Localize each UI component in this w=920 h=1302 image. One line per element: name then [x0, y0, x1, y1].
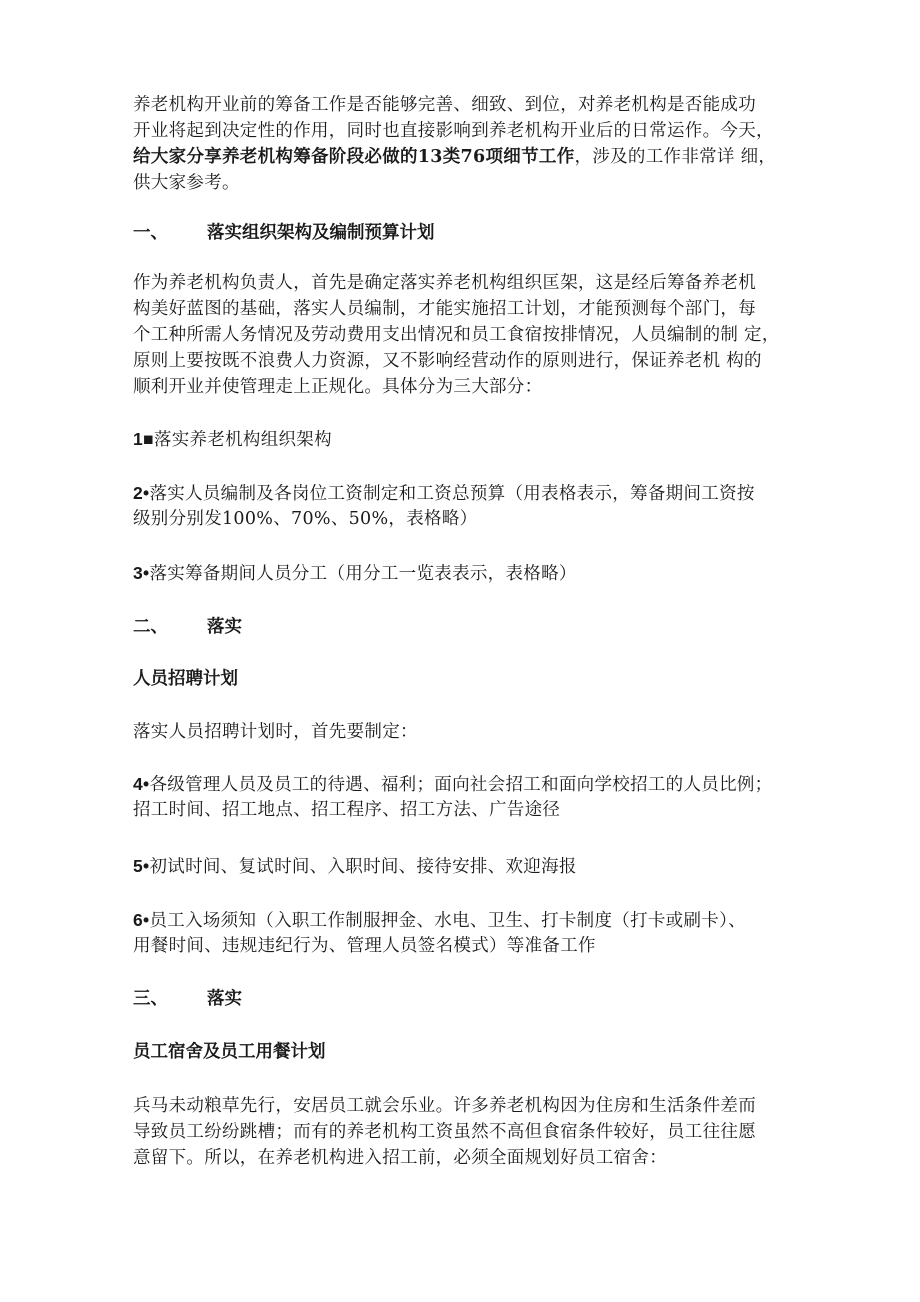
intro-line: 开业将起到决定性的作用，同时也直接影响到养老机构开业后的日常运作。今天，: [133, 121, 774, 141]
section-number: 二、: [133, 617, 168, 637]
section-subtitle: 人员招聘计划: [133, 669, 238, 689]
item-text: 落实人员编制及各岗位工资制定和工资总预算（用表格表示，筹备期间工资按: [149, 484, 755, 504]
list-item: [133, 771, 813, 823]
paragraph-line: 导致员工纷纷跳槽；而有的养老机构工资虽然不高但食宿条件较好，员工往往愿: [133, 1122, 756, 1142]
item-text: 各级管理人员及员工的待遇、福利；面向社会招工和面向学校招工的人员比例；: [149, 775, 773, 795]
intro-line: 供大家参考。: [133, 173, 240, 193]
item-number: 5•: [133, 856, 150, 876]
item-text: 员工入场须知（入职工作制服押金、水电、卫生、打卡制度（打卡或刷卡）、: [149, 911, 746, 931]
list-item: [133, 426, 813, 452]
intro-line: [133, 144, 813, 170]
item-number: 2•: [133, 483, 150, 503]
item-text: 招工时间、招工地点、招工程序、招工方法、广告途径: [133, 800, 561, 820]
list-item: [133, 560, 813, 586]
section3-paragraph: [133, 1093, 813, 1171]
item-text: 落实筹备期间人员分工（用分工一览表表示，表格略）: [149, 564, 577, 584]
paragraph-line: 原则上要按既不浪费人力资源，又不影响经营动作的原则进行，保证养老机 构的: [133, 351, 762, 371]
section2-intro: [133, 719, 813, 745]
paragraph-line: 构美好蓝图的基础，落实人员编制，才能实施招工计划，才能预测每个部门，每: [133, 299, 756, 319]
item-text: 落实养老机构组织架构: [153, 430, 332, 450]
paragraph-line: 个工种所需人务情况及劳动费用支出情况和员工食宿按排情况，人员编制的制 定，: [133, 325, 780, 345]
paragraph-line: 作为养老机构负责人，首先是确定落实养老机构组织匡架，这是经后筹备养老机: [133, 273, 756, 293]
section-number: 一、: [133, 223, 168, 243]
paragraph-line: 兵马未动粮草先行，安居员工就会乐业。许多养老机构因为住房和生活条件差而: [133, 1096, 756, 1116]
paragraph-line: 落实人员招聘计划时，首先要制定：: [133, 722, 418, 742]
item-text: 初试时间、复试时间、入职时间、接待安排、欢迎海报: [149, 857, 577, 877]
section-number: 三、: [133, 989, 168, 1009]
item-text: 用餐时间、违规违纪行为、管理人员签名模式）等准备工作: [133, 936, 596, 956]
item-number: 3•: [133, 563, 150, 583]
item-number: 6•: [133, 910, 150, 930]
paragraph-line: 意留下。所以，在养老机构进入招工前，必须全面规划好员工宿舍：: [133, 1148, 667, 1168]
intro-line-rest: ，涉及的工作非常详 细，: [574, 147, 777, 167]
list-item: [133, 480, 813, 532]
section-title: 落实: [207, 617, 242, 637]
section-subtitle: 员工宿舍及员工用餐计划: [133, 1042, 326, 1062]
intro-highlight: 给大家分享养老机构筹备阶段必做的13类76项细节工作: [133, 147, 575, 167]
section-heading: [133, 614, 242, 640]
intro-paragraph: [133, 92, 813, 196]
item-number: 1■: [133, 429, 154, 449]
section-title: 落实组织架构及编制预算计划: [207, 223, 435, 243]
item-number: 4•: [133, 774, 150, 794]
section1-paragraph: [133, 270, 813, 400]
intro-line: 养老机构开业前的筹备工作是否能够完善、细致、到位，对养老机构是否能成功: [133, 95, 756, 115]
item-text: 级别分别发100%、70%、50%，表格略）: [133, 509, 478, 529]
paragraph-line: 顺利开业并使管理走上正规化。具体分为三大部分：: [133, 377, 543, 397]
list-item: [133, 853, 813, 879]
section-heading: [133, 220, 435, 246]
section-heading: [133, 986, 242, 1012]
section-title: 落实: [207, 989, 242, 1009]
list-item: [133, 907, 813, 959]
